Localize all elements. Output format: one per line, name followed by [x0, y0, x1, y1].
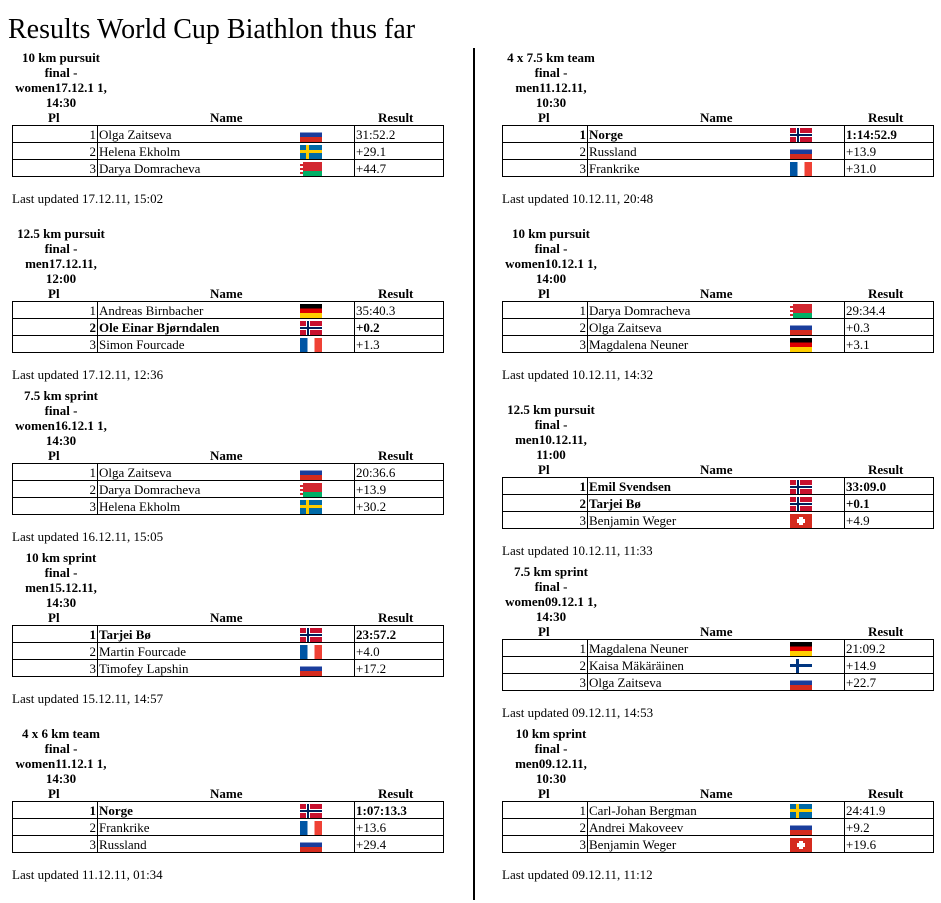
name-cell: Kaisa Mäkäräinen: [588, 657, 759, 674]
last-updated: Last updated 17.12.11, 12:36: [12, 367, 164, 383]
place-cell: 2: [503, 819, 588, 836]
france-flag-icon: [300, 645, 322, 659]
result-block: [502, 50, 932, 206]
norway-flag-icon: [790, 480, 812, 494]
result-block: [502, 726, 932, 882]
name-cell: Helena Ekholm: [98, 143, 269, 160]
table-row: [503, 836, 934, 853]
germany-flag-icon: [790, 338, 812, 352]
place-cell: 3: [13, 660, 98, 677]
table-row: [503, 819, 934, 836]
switzerland-flag-icon: [790, 838, 812, 852]
table-row: [13, 464, 444, 481]
header-pl: Pl: [538, 786, 550, 801]
result-block: [12, 550, 442, 706]
header-name: Name: [700, 624, 733, 639]
table-row: [13, 819, 444, 836]
name-cell: Darya Domracheva: [98, 160, 269, 177]
results-table: [12, 463, 444, 515]
russia-flag-icon: [790, 321, 812, 335]
result-cell: 29:34.4: [845, 302, 934, 319]
last-updated: Last updated 15.12.11, 14:57: [12, 691, 164, 707]
germany-flag-icon: [790, 642, 812, 656]
place-cell: 1: [13, 626, 98, 643]
page-title: Results World Cup Biathlon thus far: [8, 14, 416, 45]
name-cell: Ole Einar Bjørndalen: [98, 319, 269, 336]
name-cell: Magdalena Neuner: [588, 336, 759, 353]
result-cell: +4.9: [845, 512, 934, 529]
last-updated: Last updated 16.12.11, 15:05: [12, 529, 164, 545]
header-name: Name: [700, 110, 733, 125]
place-cell: 1: [503, 302, 588, 319]
results-table: [502, 477, 934, 529]
event-title: 10 km sprint final - men15.12.11, 14:30: [25, 550, 97, 610]
result-cell: +13.6: [355, 819, 444, 836]
table-row: [13, 302, 444, 319]
norway-flag-icon: [300, 321, 322, 335]
table-header: [12, 448, 442, 463]
event-title: 10 km sprint final - men09.12.11, 10:30: [515, 726, 587, 786]
name-cell: Andrei Makoveev: [588, 819, 759, 836]
place-cell: 1: [13, 802, 98, 819]
last-updated: Last updated 17.12.11, 15:02: [12, 191, 164, 207]
belarus-flag-icon: [300, 483, 322, 497]
table-row: [503, 302, 934, 319]
table-header: [502, 786, 932, 801]
place-cell: 1: [13, 464, 98, 481]
russia-flag-icon: [300, 128, 322, 142]
table-row: [13, 836, 444, 853]
header-result: Result: [868, 462, 904, 477]
results-table: [12, 625, 444, 677]
place-cell: 2: [503, 495, 588, 512]
header-pl: Pl: [538, 286, 550, 301]
sweden-flag-icon: [300, 145, 322, 159]
last-updated: Last updated 10.12.11, 14:32: [502, 367, 654, 383]
header-name: Name: [700, 286, 733, 301]
results-table: [502, 639, 934, 691]
norway-flag-icon: [300, 804, 322, 818]
russia-flag-icon: [300, 838, 322, 852]
name-cell: Russland: [98, 836, 269, 853]
sweden-flag-icon: [300, 500, 322, 514]
result-block: [12, 50, 442, 206]
event-title: 4 x 7.5 km team final - men11.12.11, 10:30: [507, 50, 595, 110]
table-row: [13, 481, 444, 498]
name-cell: Tarjei Bø: [588, 495, 759, 512]
place-cell: 2: [503, 143, 588, 160]
name-cell: Olga Zaitseva: [98, 126, 269, 143]
place-cell: 2: [503, 657, 588, 674]
name-cell: Darya Domracheva: [588, 302, 759, 319]
place-cell: 3: [503, 512, 588, 529]
table-row: [503, 495, 934, 512]
norway-flag-icon: [300, 628, 322, 642]
last-updated: Last updated 10.12.11, 11:33: [502, 543, 653, 559]
result-cell: +0.3: [845, 319, 934, 336]
name-cell: Darya Domracheva: [98, 481, 269, 498]
russia-flag-icon: [790, 145, 812, 159]
table-row: [13, 498, 444, 515]
last-updated: Last updated 11.12.11, 01:34: [12, 867, 163, 883]
header-name: Name: [210, 110, 243, 125]
header-result: Result: [868, 786, 904, 801]
table-row: [503, 802, 934, 819]
place-cell: 2: [503, 319, 588, 336]
table-row: [503, 143, 934, 160]
place-cell: 1: [503, 126, 588, 143]
name-cell: Olga Zaitseva: [98, 464, 269, 481]
table-header: [12, 286, 442, 301]
table-header: [12, 110, 442, 125]
header-result: Result: [378, 110, 414, 125]
table-row: [13, 336, 444, 353]
norway-flag-icon: [790, 497, 812, 511]
germany-flag-icon: [300, 304, 322, 318]
result-cell: +19.6: [845, 836, 934, 853]
header-pl: Pl: [538, 462, 550, 477]
table-row: [13, 143, 444, 160]
result-cell: 1:14:52.9: [845, 126, 934, 143]
place-cell: 2: [13, 643, 98, 660]
result-cell: +9.2: [845, 819, 934, 836]
name-cell: Andreas Birnbacher: [98, 302, 269, 319]
result-cell: +14.9: [845, 657, 934, 674]
header-pl: Pl: [538, 624, 550, 639]
header-result: Result: [378, 786, 414, 801]
header-name: Name: [210, 786, 243, 801]
result-cell: 23:57.2: [355, 626, 444, 643]
name-cell: Olga Zaitseva: [588, 319, 759, 336]
results-table: [12, 125, 444, 177]
name-cell: Frankrike: [98, 819, 269, 836]
results-table: [502, 301, 934, 353]
header-result: Result: [868, 624, 904, 639]
result-block: [12, 726, 442, 882]
place-cell: 3: [13, 160, 98, 177]
header-result: Result: [378, 610, 414, 625]
last-updated: Last updated 09.12.11, 11:12: [502, 867, 653, 883]
results-table: [502, 801, 934, 853]
result-cell: 31:52.2: [355, 126, 444, 143]
result-cell: +30.2: [355, 498, 444, 515]
result-block: [502, 564, 932, 720]
table-header: [502, 286, 932, 301]
result-cell: +13.9: [845, 143, 934, 160]
result-cell: +44.7: [355, 160, 444, 177]
table-row: [13, 643, 444, 660]
table-row: [503, 336, 934, 353]
place-cell: 3: [503, 160, 588, 177]
place-cell: 1: [13, 302, 98, 319]
place-cell: 3: [13, 836, 98, 853]
result-cell: 33:09.0: [845, 478, 934, 495]
sweden-flag-icon: [790, 804, 812, 818]
table-row: [503, 657, 934, 674]
finland-flag-icon: [790, 659, 812, 673]
table-header: [502, 462, 932, 477]
result-cell: +17.2: [355, 660, 444, 677]
results-table: [12, 301, 444, 353]
place-cell: 1: [13, 126, 98, 143]
place-cell: 2: [13, 319, 98, 336]
result-cell: +31.0: [845, 160, 934, 177]
russia-flag-icon: [300, 662, 322, 676]
norway-flag-icon: [790, 128, 812, 142]
place-cell: 1: [503, 640, 588, 657]
name-cell: Russland: [588, 143, 759, 160]
header-result: Result: [868, 110, 904, 125]
table-header: [12, 610, 442, 625]
header-pl: Pl: [538, 110, 550, 125]
switzerland-flag-icon: [790, 514, 812, 528]
place-cell: 3: [503, 336, 588, 353]
table-header: [502, 110, 932, 125]
table-row: [503, 126, 934, 143]
name-cell: Benjamin Weger: [588, 512, 759, 529]
place-cell: 3: [503, 674, 588, 691]
table-row: [503, 478, 934, 495]
header-name: Name: [700, 786, 733, 801]
result-cell: +29.1: [355, 143, 444, 160]
name-cell: Benjamin Weger: [588, 836, 759, 853]
name-cell: Norge: [588, 126, 759, 143]
last-updated: Last updated 10.12.11, 20:48: [502, 191, 654, 207]
result-cell: 24:41.9: [845, 802, 934, 819]
header-pl: Pl: [48, 110, 60, 125]
table-row: [13, 126, 444, 143]
table-header: [12, 786, 442, 801]
belarus-flag-icon: [790, 304, 812, 318]
russia-flag-icon: [790, 676, 812, 690]
result-cell: +0.1: [845, 495, 934, 512]
table-row: [503, 674, 934, 691]
result-cell: +13.9: [355, 481, 444, 498]
name-cell: Emil Svendsen: [588, 478, 759, 495]
results-table: [502, 125, 934, 177]
table-row: [503, 640, 934, 657]
table-row: [13, 160, 444, 177]
russia-flag-icon: [300, 466, 322, 480]
header-name: Name: [210, 610, 243, 625]
place-cell: 3: [503, 836, 588, 853]
result-block: [12, 226, 442, 382]
header-pl: Pl: [48, 786, 60, 801]
last-updated: Last updated 09.12.11, 14:53: [502, 705, 654, 721]
header-name: Name: [210, 286, 243, 301]
name-cell: Frankrike: [588, 160, 759, 177]
result-cell: +22.7: [845, 674, 934, 691]
result-cell: +29.4: [355, 836, 444, 853]
header-pl: Pl: [48, 286, 60, 301]
name-cell: Timofey Lapshin: [98, 660, 269, 677]
table-row: [503, 512, 934, 529]
place-cell: 1: [503, 478, 588, 495]
result-cell: 1:07:13.3: [355, 802, 444, 819]
table-row: [13, 626, 444, 643]
name-cell: Tarjei Bø: [98, 626, 269, 643]
table-row: [503, 319, 934, 336]
result-cell: 20:36.6: [355, 464, 444, 481]
name-cell: Olga Zaitseva: [588, 674, 759, 691]
event-title: 12.5 km pursuit final - men10.12.11, 11:00: [507, 402, 595, 462]
france-flag-icon: [790, 162, 812, 176]
header-result: Result: [378, 448, 414, 463]
place-cell: 2: [13, 819, 98, 836]
result-cell: +4.0: [355, 643, 444, 660]
header-name: Name: [700, 462, 733, 477]
event-title: 10 km pursuit final - women10.12.1 1, 14:00: [505, 226, 597, 286]
france-flag-icon: [300, 821, 322, 835]
column-divider: [473, 48, 475, 900]
place-cell: 3: [13, 336, 98, 353]
name-cell: Helena Ekholm: [98, 498, 269, 515]
result-cell: +3.1: [845, 336, 934, 353]
event-title: 12.5 km pursuit final - men17.12.11, 12:00: [17, 226, 105, 286]
table-row: [503, 160, 934, 177]
result-cell: 35:40.3: [355, 302, 444, 319]
table-row: [13, 319, 444, 336]
result-cell: 21:09.2: [845, 640, 934, 657]
belarus-flag-icon: [300, 162, 322, 176]
header-result: Result: [378, 286, 414, 301]
header-pl: Pl: [48, 448, 60, 463]
event-title: 7.5 km sprint final - women09.12.1 1, 14:30: [505, 564, 597, 624]
place-cell: 2: [13, 481, 98, 498]
name-cell: Norge: [98, 802, 269, 819]
table-header: [502, 624, 932, 639]
event-title: 7.5 km sprint final - women16.12.1 1, 14:30: [15, 388, 107, 448]
table-row: [13, 802, 444, 819]
result-block: [12, 388, 442, 544]
result-cell: +1.3: [355, 336, 444, 353]
table-row: [13, 660, 444, 677]
name-cell: Simon Fourcade: [98, 336, 269, 353]
result-block: [502, 402, 932, 558]
russia-flag-icon: [790, 821, 812, 835]
results-table: [12, 801, 444, 853]
result-cell: +0.2: [355, 319, 444, 336]
header-pl: Pl: [48, 610, 60, 625]
place-cell: 1: [503, 802, 588, 819]
name-cell: Magdalena Neuner: [588, 640, 759, 657]
result-block: [502, 226, 932, 382]
place-cell: 2: [13, 143, 98, 160]
event-title: 10 km pursuit final - women17.12.1 1, 14:30: [15, 50, 107, 110]
event-title: 4 x 6 km team final - women11.12.1 1, 14:30: [15, 726, 107, 786]
name-cell: Carl-Johan Bergman: [588, 802, 759, 819]
france-flag-icon: [300, 338, 322, 352]
name-cell: Martin Fourcade: [98, 643, 269, 660]
place-cell: 3: [13, 498, 98, 515]
header-result: Result: [868, 286, 904, 301]
header-name: Name: [210, 448, 243, 463]
